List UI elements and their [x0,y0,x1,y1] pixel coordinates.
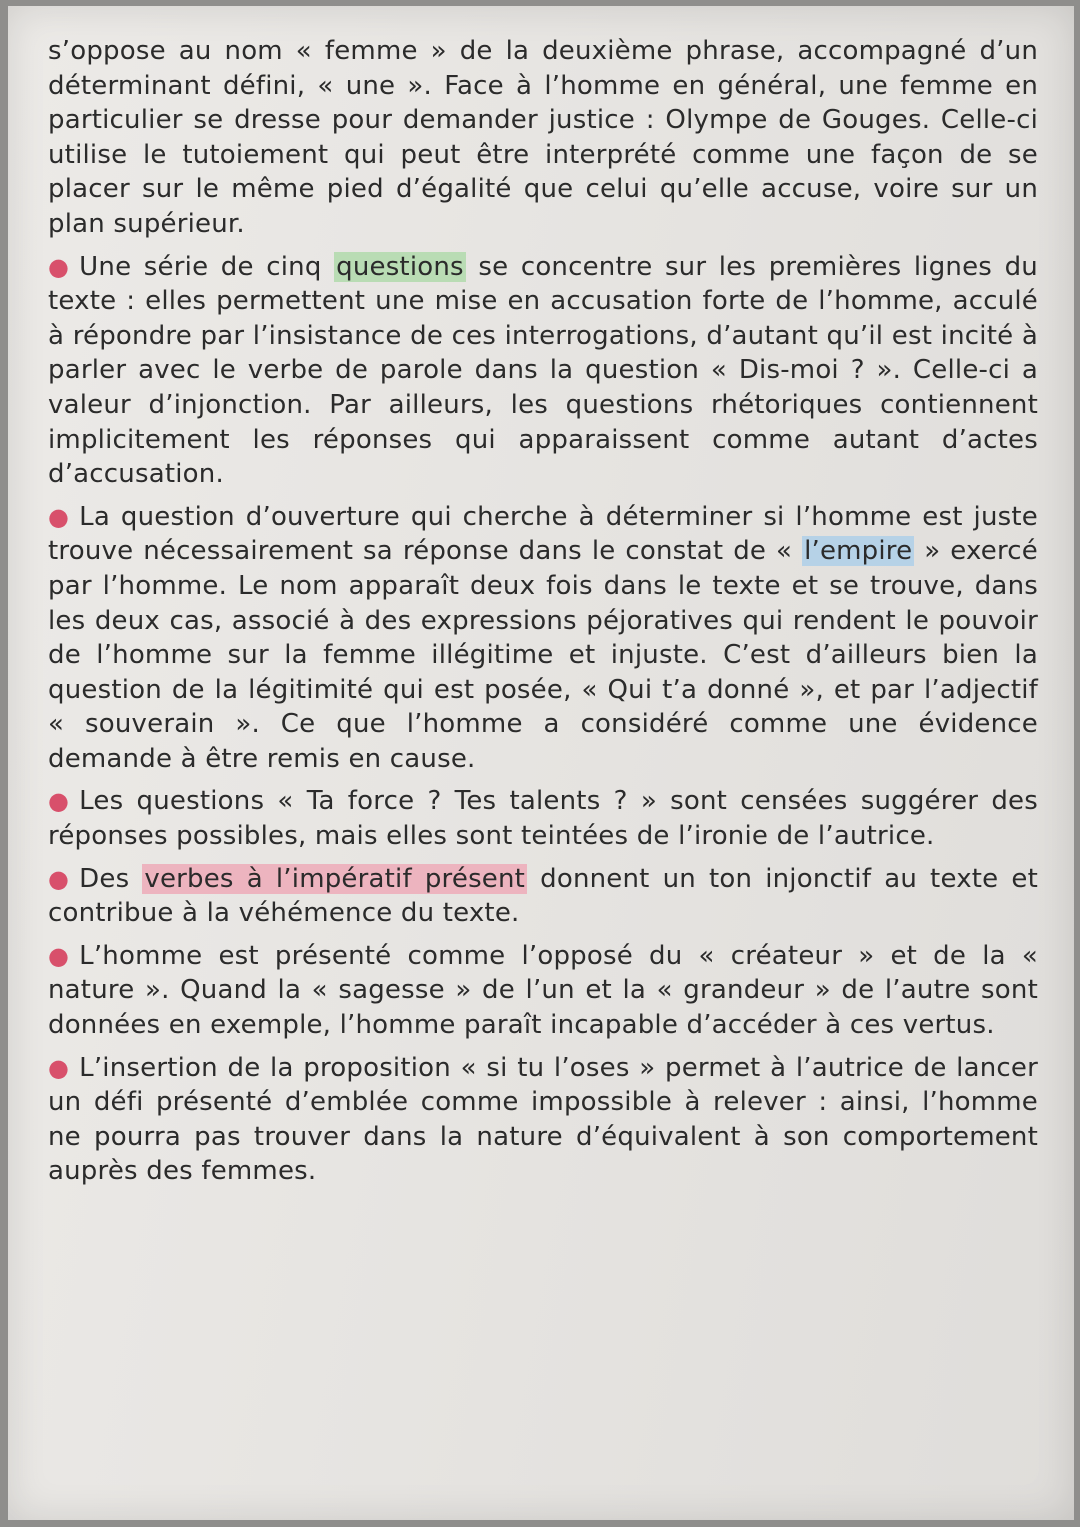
paragraph-text-before: Des [79,863,143,894]
bullet-dot-icon: ● [48,864,70,893]
bullet-dot-icon: ● [48,941,70,970]
paragraph-questions [48,250,1038,492]
paragraph-text: L’homme est présenté comme l’opposé du « créateur » et de la « nature ». Quand la « sagesse » de l’un et la « grandeur » de l’autre sont données en exemple, l’homme paraît incapable d’accéder à ces vertus. [48,940,1038,1041]
paragraph-force-talents [48,784,1038,853]
document-body [48,34,1038,1197]
paragraph-text-after: se concentre sur les premières lignes du texte : elles permettent une mise en accusation forte de l’homme, acculé à répondre par l’insistance de ces interrogations, d’autant qu’il est incité à parler avec le verbe de parole dans la question « Dis-moi ? ». Celle-ci a valeur d’injonction. Par ailleurs, les questions rhétoriques contiennent implicitement les réponses qui apparaissent comme autant d’actes d’accusation. [48,251,1038,490]
paragraph-text: Les questions « Ta force ? Tes talents ? » sont censées suggérer des réponses possibles, mais elles sont teintées de l’ironie de l’autrice. [48,786,1038,852]
paragraph-text: L’insertion de la proposition « si tu l’oses » permet à l’autrice de lancer un défi présenté d’emblée comme impossible à relever : ainsi, l’homme ne pourra pas trouver dans la nature d’équivalent à son comportement auprès des femmes. [48,1052,1038,1187]
paragraph-text-after: donnent un ton injonctif au texte et contribue à la véhémence du texte. [48,863,1038,929]
bullet-dot-icon: ● [48,502,70,531]
paragraph-si-tu-loses [48,1051,1038,1189]
paragraph-text-before: Une série de cinq [79,251,335,282]
bullet-dot-icon: ● [48,1053,70,1082]
paragraph-intro: s’oppose au nom « femme » de la deuxième phrase, accompagné d’un déterminant défini, « une ». Face à l’homme en général, une femme en particulier se dresse pour demander justice : Olympe de Gouges. Celle-ci utilise le tutoiement qui peut être interprété comme une façon de se placer sur le même pied d’égalité que celui qu’elle accuse, voire sur un plan supérieur. [48,36,1038,239]
page-sheet [8,6,1074,1520]
paragraph-empire [48,500,1038,777]
highlight-empire: l’empire [804,536,913,567]
bullet-dot-icon: ● [48,252,70,281]
highlight-questions: questions [336,251,464,282]
paragraph-text-after: » exercé par l’homme. Le nom apparaît deux fois dans le texte et se trouve, dans les deux cas, associé à des expressions péjoratives qui rendent le pouvoir de l’homme sur la femme illégitime et injuste. C’est d’ailleurs bien la question de la légitimité qui est posée, « Qui t’a donné », et par l’adjectif « souverain ». Ce que l’homme a considéré comme une évidence demande à être remis en cause. [48,536,1038,774]
highlight-imperatif: verbes à l’impératif présent [144,863,526,894]
paragraph-createur-nature [48,939,1038,1043]
paragraph-imperatif [48,862,1038,931]
paragraph-text-before: La question d’ouverture qui cherche à déterminer si l’homme est juste trouve nécessairement sa réponse dans le constat de « [48,501,1038,567]
bullet-dot-icon: ● [48,787,70,816]
